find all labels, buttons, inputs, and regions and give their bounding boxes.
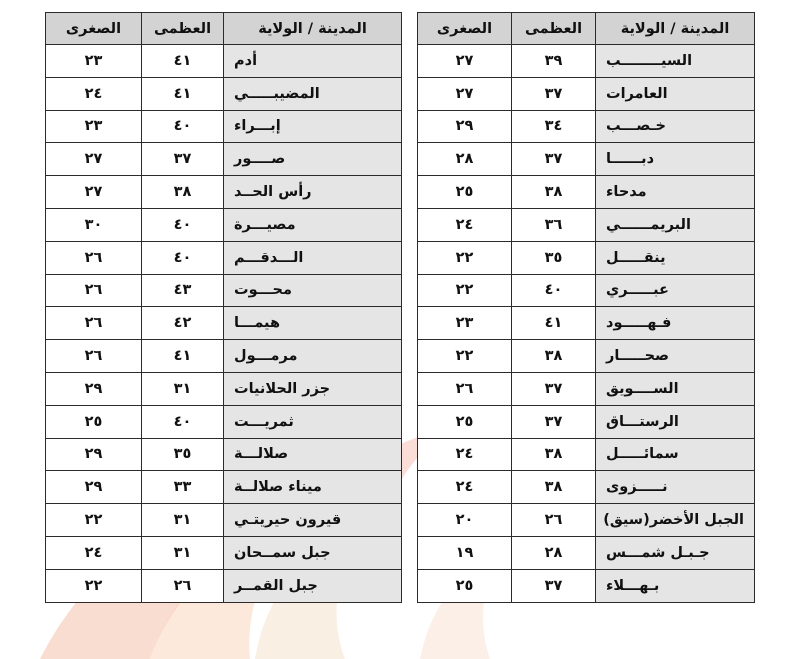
max-temp-cell: ٣٤ [512, 110, 596, 143]
max-temp-cell: ٤٢ [142, 307, 224, 340]
min-temp-cell: ٢٦ [46, 340, 142, 373]
table-row [418, 536, 755, 569]
city-cell: رأس الحــد [224, 176, 402, 209]
city-cell: صلالـــة [224, 438, 402, 471]
min-temp-cell: ٢٢ [418, 274, 512, 307]
max-temp-cell: ٤٠ [142, 241, 224, 274]
max-temp-cell: ٣٩ [512, 45, 596, 78]
city-cell: صــــور [224, 143, 402, 176]
min-temp-cell: ٢٩ [46, 372, 142, 405]
header-row [418, 13, 755, 45]
table-row [46, 471, 402, 504]
city-cell: فـهـــــود [596, 307, 755, 340]
min-temp-cell: ٢٧ [46, 143, 142, 176]
min-temp-cell: ٢٢ [46, 569, 142, 602]
min-temp-cell: ١٩ [418, 536, 512, 569]
max-temp-cell: ٣٧ [512, 77, 596, 110]
temperature-table-right [417, 12, 755, 603]
city-cell: جـبـل شمـــس [596, 536, 755, 569]
city-cell: البريمــــــي [596, 208, 755, 241]
city-cell: الرستـــاق [596, 405, 755, 438]
table-row [418, 504, 755, 537]
city-cell: صحـــــار [596, 340, 755, 373]
city-cell: أدم [224, 45, 402, 78]
min-temp-cell: ٢٤ [418, 438, 512, 471]
max-temp-cell: ٣١ [142, 536, 224, 569]
city-cell: الـــدقـــم [224, 241, 402, 274]
table-row [46, 372, 402, 405]
min-temp-cell: ٢٩ [418, 110, 512, 143]
city-cell: خـصـــب [596, 110, 755, 143]
city-cell: ميناء صلالــة [224, 471, 402, 504]
min-temp-cell: ٢٢ [46, 504, 142, 537]
max-temp-cell: ٤١ [142, 77, 224, 110]
max-temp-cell: ٣٧ [142, 143, 224, 176]
table-row [46, 77, 402, 110]
min-temp-cell: ٢٩ [46, 438, 142, 471]
table-row [418, 372, 755, 405]
min-temp-cell: ٢٣ [46, 45, 142, 78]
table-row [418, 405, 755, 438]
city-cell: دبــــــا [596, 143, 755, 176]
header-min: الصغرى [46, 13, 142, 45]
table-row [46, 438, 402, 471]
min-temp-cell: ٢٥ [46, 405, 142, 438]
min-temp-cell: ٢٦ [46, 241, 142, 274]
max-temp-cell: ٣٥ [512, 241, 596, 274]
table-row [418, 110, 755, 143]
min-temp-cell: ٢٦ [418, 372, 512, 405]
table-row [418, 471, 755, 504]
city-cell: قيرون حيريتـي [224, 504, 402, 537]
min-temp-cell: ٢٥ [418, 405, 512, 438]
city-cell: جبل القمــر [224, 569, 402, 602]
table-row [418, 143, 755, 176]
city-cell: ثمريـــت [224, 405, 402, 438]
table-row [46, 241, 402, 274]
min-temp-cell: ٢٨ [418, 143, 512, 176]
min-temp-cell: ٢٤ [46, 536, 142, 569]
city-cell: إبـــراء [224, 110, 402, 143]
max-temp-cell: ٣٨ [512, 438, 596, 471]
table-row [418, 569, 755, 602]
min-temp-cell: ٢٩ [46, 471, 142, 504]
city-cell: بـهـــلاء [596, 569, 755, 602]
min-temp-cell: ٢٧ [418, 45, 512, 78]
table-row [418, 241, 755, 274]
max-temp-cell: ٤٠ [512, 274, 596, 307]
max-temp-cell: ٣٣ [142, 471, 224, 504]
min-temp-cell: ٢٤ [418, 471, 512, 504]
max-temp-cell: ٤٠ [142, 208, 224, 241]
max-temp-cell: ٤١ [142, 340, 224, 373]
max-temp-cell: ٢٦ [142, 569, 224, 602]
max-temp-cell: ٣٧ [512, 143, 596, 176]
max-temp-cell: ٣٧ [512, 569, 596, 602]
max-temp-cell: ٣٨ [512, 340, 596, 373]
table-row [418, 208, 755, 241]
min-temp-cell: ٢٣ [46, 110, 142, 143]
city-cell: جزر الحلانيات [224, 372, 402, 405]
max-temp-cell: ٣٧ [512, 372, 596, 405]
min-temp-cell: ٢٤ [46, 77, 142, 110]
header-max: العظمى [142, 13, 224, 45]
table-row [46, 536, 402, 569]
table-row [46, 110, 402, 143]
max-temp-cell: ٤٠ [142, 405, 224, 438]
table-row [418, 176, 755, 209]
table-row [418, 45, 755, 78]
city-cell: المضيبـــــي [224, 77, 402, 110]
header-min: الصغرى [418, 13, 512, 45]
table-row [46, 569, 402, 602]
max-temp-cell: ٣٥ [142, 438, 224, 471]
temperature-table-left [45, 12, 402, 603]
table-row [418, 438, 755, 471]
table-row [46, 143, 402, 176]
city-cell: محـــوت [224, 274, 402, 307]
table-row [418, 340, 755, 373]
max-temp-cell: ٢٦ [512, 504, 596, 537]
city-cell: جبل سمــحان [224, 536, 402, 569]
min-temp-cell: ٢٢ [418, 340, 512, 373]
max-temp-cell: ٣٧ [512, 405, 596, 438]
city-cell: سمائـــــل [596, 438, 755, 471]
city-cell: العامرات [596, 77, 755, 110]
max-temp-cell: ٣١ [142, 372, 224, 405]
city-cell: الجبل الأخضر(سيق) [596, 504, 755, 537]
table-row [46, 274, 402, 307]
min-temp-cell: ٢٧ [418, 77, 512, 110]
city-cell: ينقـــــل [596, 241, 755, 274]
min-temp-cell: ٣٠ [46, 208, 142, 241]
header-city: المدينة / الولاية [224, 13, 402, 45]
min-temp-cell: ٢٥ [418, 176, 512, 209]
city-cell: السيــــــــب [596, 45, 755, 78]
city-cell: هيمـــا [224, 307, 402, 340]
max-temp-cell: ٣١ [142, 504, 224, 537]
table-row [418, 274, 755, 307]
max-temp-cell: ٣٨ [142, 176, 224, 209]
min-temp-cell: ٢٧ [46, 176, 142, 209]
min-temp-cell: ٢٤ [418, 208, 512, 241]
max-temp-cell: ٤١ [142, 45, 224, 78]
city-cell: عبـــــري [596, 274, 755, 307]
max-temp-cell: ٤٣ [142, 274, 224, 307]
header-row [46, 13, 402, 45]
city-cell: مدحاء [596, 176, 755, 209]
table-row [46, 405, 402, 438]
city-cell: مرمـــول [224, 340, 402, 373]
table-row [46, 340, 402, 373]
table-row [418, 77, 755, 110]
min-temp-cell: ٢٦ [46, 274, 142, 307]
max-temp-cell: ٣٨ [512, 471, 596, 504]
header-city: المدينة / الولاية [596, 13, 755, 45]
table-row [46, 208, 402, 241]
city-cell: نـــــزوى [596, 471, 755, 504]
min-temp-cell: ٢٥ [418, 569, 512, 602]
table-row [46, 307, 402, 340]
table-row [46, 45, 402, 78]
table-row [46, 504, 402, 537]
max-temp-cell: ٤٠ [142, 110, 224, 143]
max-temp-cell: ٤١ [512, 307, 596, 340]
max-temp-cell: ٣٦ [512, 208, 596, 241]
header-max: العظمى [512, 13, 596, 45]
city-cell: الســــويق [596, 372, 755, 405]
min-temp-cell: ٢٠ [418, 504, 512, 537]
table-row [46, 176, 402, 209]
min-temp-cell: ٢٣ [418, 307, 512, 340]
city-cell: مصيـــرة [224, 208, 402, 241]
min-temp-cell: ٢٦ [46, 307, 142, 340]
max-temp-cell: ٣٨ [512, 176, 596, 209]
table-row [418, 307, 755, 340]
max-temp-cell: ٢٨ [512, 536, 596, 569]
min-temp-cell: ٢٢ [418, 241, 512, 274]
